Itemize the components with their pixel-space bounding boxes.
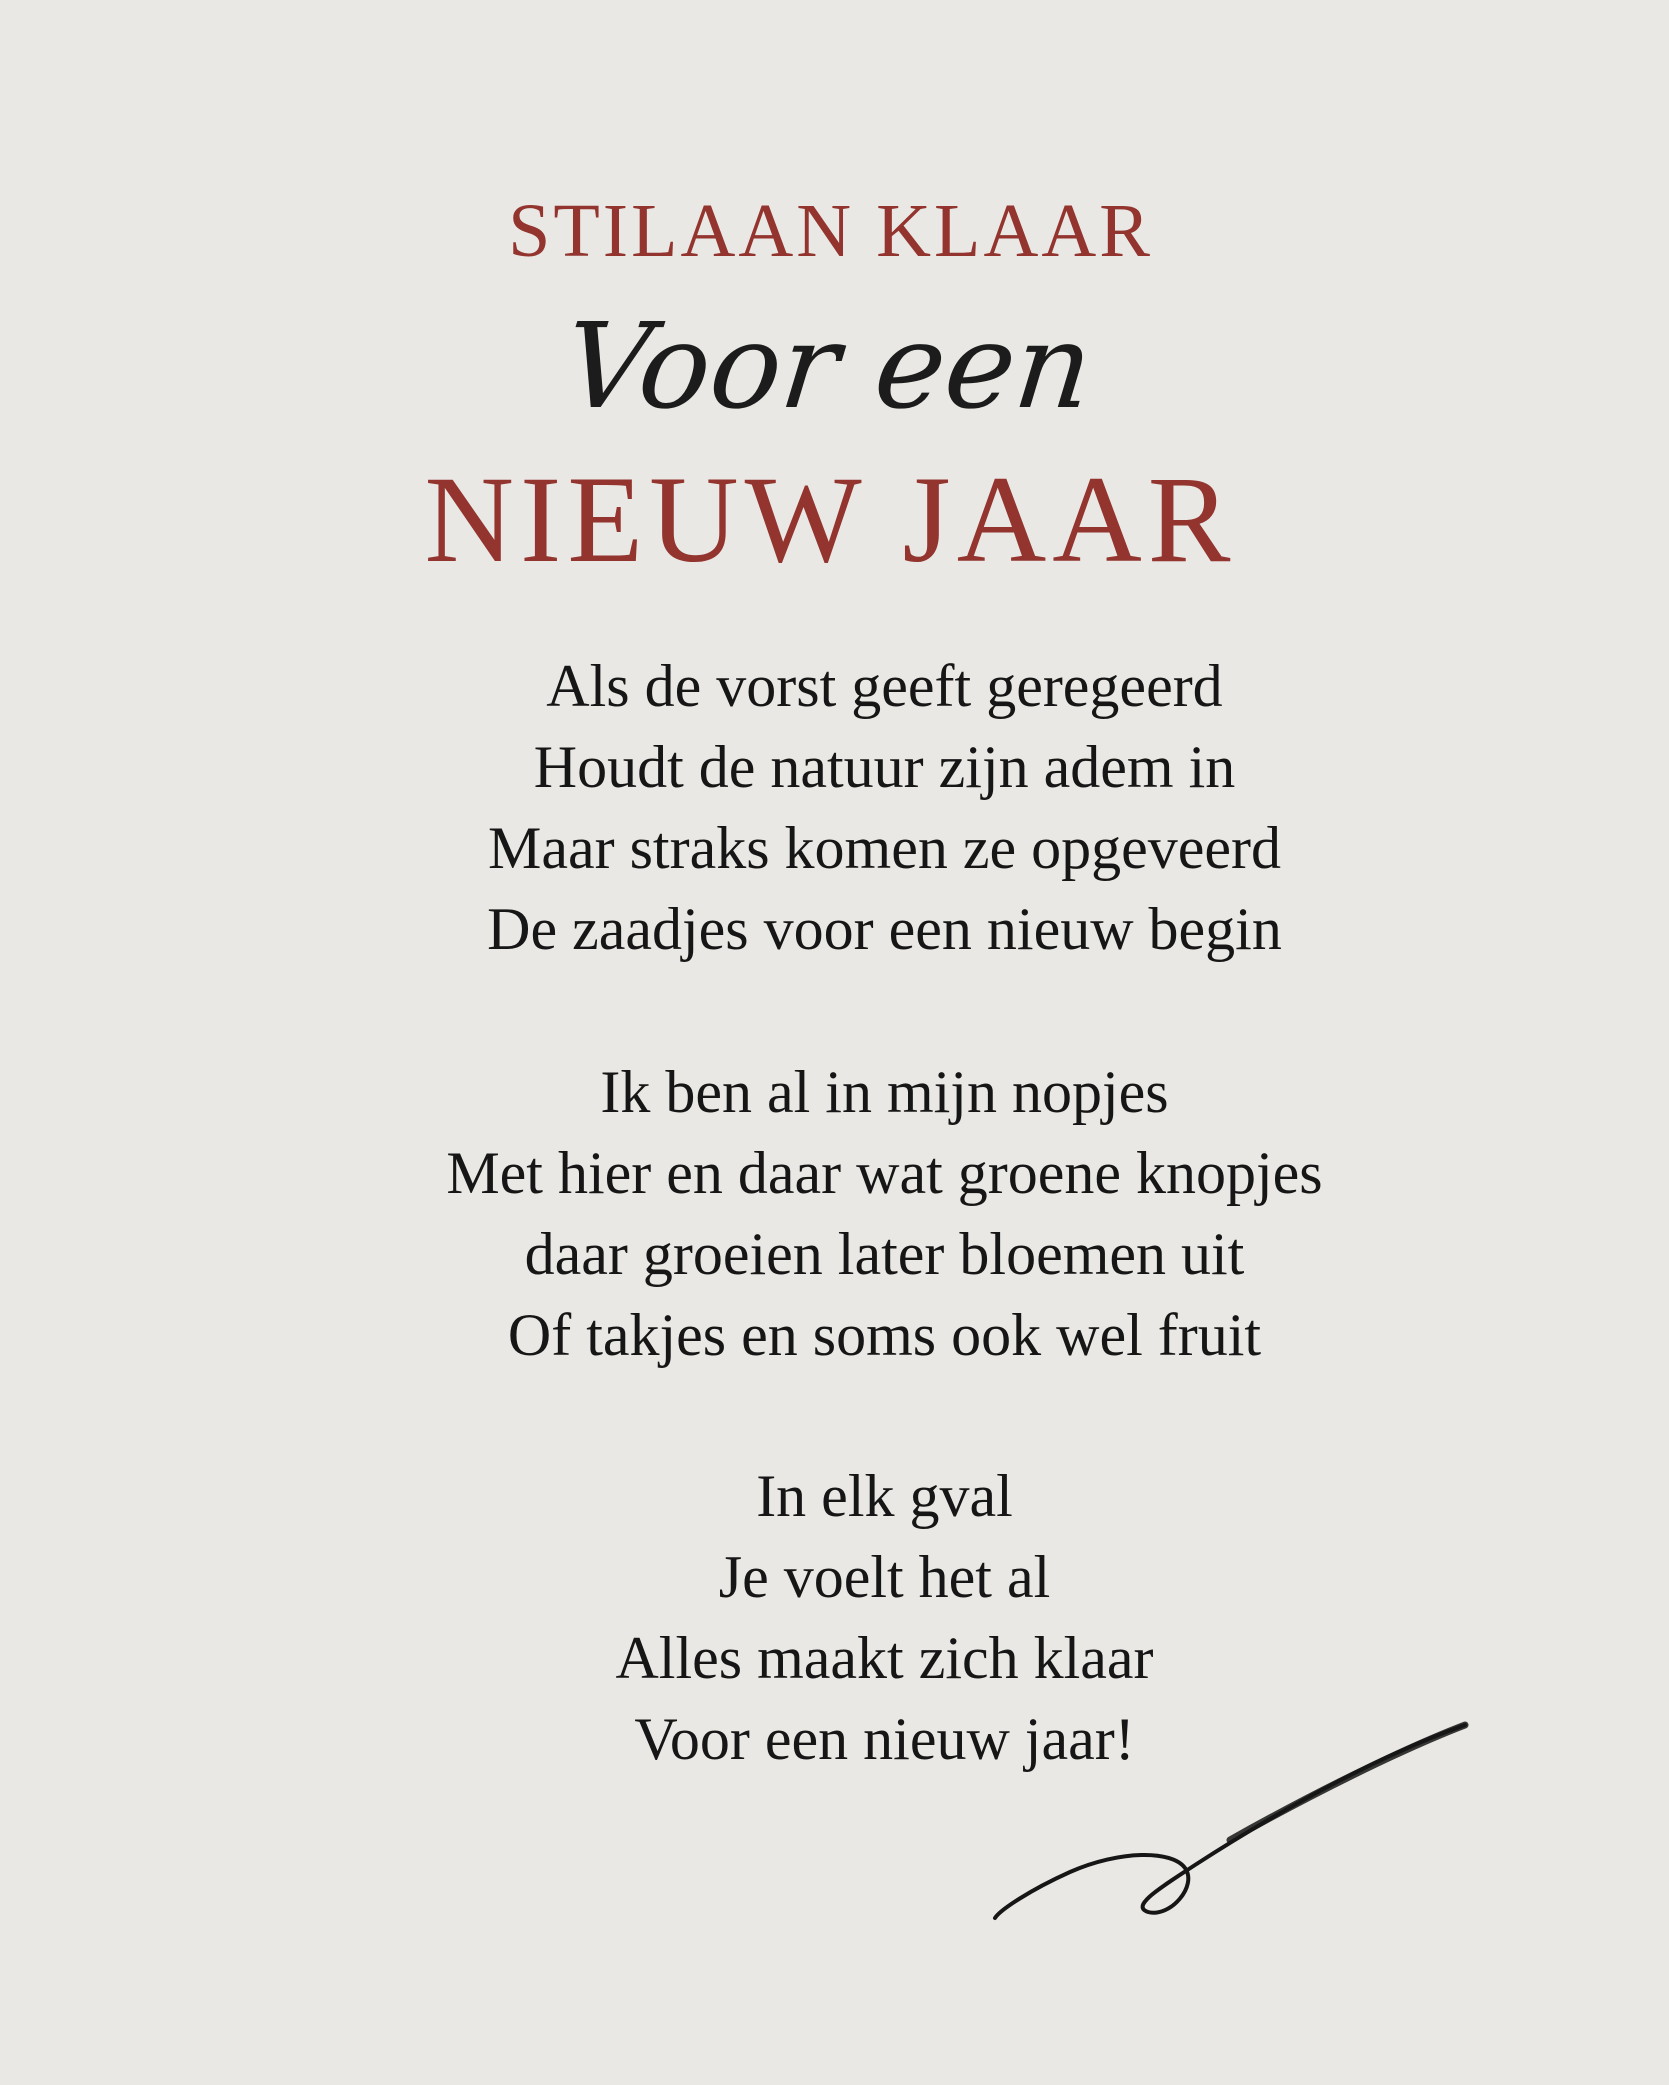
poem-line: Alles maakt zich klaar bbox=[615, 1625, 1154, 1691]
script-title: Voor een bbox=[558, 297, 1099, 435]
poem-line: Maar straks komen ze opgeveerd bbox=[487, 815, 1281, 881]
poem-line: De zaadjes voor een nieuw begin bbox=[487, 896, 1282, 962]
poem-line: Ik ben al in mijn nopjes bbox=[600, 1059, 1169, 1125]
kicker-title: STILAAN KLAAR bbox=[508, 189, 1153, 273]
poem-line: Je voelt het al bbox=[718, 1544, 1051, 1610]
poem-line: In elk gval bbox=[756, 1463, 1013, 1529]
poem-line: Houdt de natuur zijn adem in bbox=[533, 734, 1236, 800]
stanza-2 bbox=[50, 1052, 1669, 1376]
poem-line: Of takjes en soms ook wel fruit bbox=[507, 1302, 1262, 1368]
poem-line: daar groeien later bloemen uit bbox=[524, 1221, 1245, 1287]
poem-line: Met hier en daar wat groene knopjes bbox=[446, 1140, 1323, 1206]
stanza-1 bbox=[50, 646, 1669, 970]
flourish-decoration bbox=[980, 1700, 1480, 1930]
poem-line: Als de vorst geeft geregeerd bbox=[546, 653, 1223, 719]
poem-line: Voor een nieuw jaar! bbox=[634, 1706, 1135, 1772]
headline-title: NIEUW JAAR bbox=[424, 451, 1237, 588]
